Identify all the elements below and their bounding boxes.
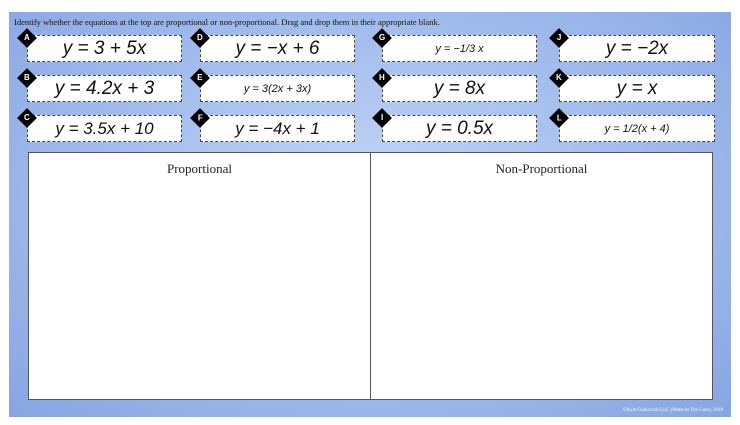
proportional-header: Proportional — [167, 161, 232, 176]
badge-h: H — [372, 68, 392, 88]
equation-k: y = x — [616, 77, 658, 99]
badge-a: A — [17, 28, 37, 48]
badge-e: E — [190, 68, 210, 88]
sorting-table — [28, 152, 713, 400]
equation-card-d[interactable] — [197, 33, 355, 62]
badge-f: F — [190, 108, 210, 128]
equation-h: y = 8x — [433, 77, 486, 99]
non-proportional-header: Non-Proportional — [495, 161, 588, 176]
badge-c: C — [17, 108, 37, 128]
badge-b: B — [17, 68, 37, 88]
equation-card-i[interactable] — [380, 112, 537, 142]
equation-card-j[interactable] — [556, 32, 715, 62]
equation-card-c[interactable] — [24, 113, 182, 142]
copyright-credit: ©Kyle Gurkovich LLC (Math At The Core), 2018 — [622, 408, 723, 413]
equation-card-f[interactable] — [197, 112, 355, 142]
equation-card-l[interactable] — [556, 112, 715, 142]
equation-c: y = 3.5x + 10 — [55, 118, 154, 138]
equation-card-b[interactable] — [24, 73, 182, 102]
equation-i: y = 0.5x — [425, 117, 494, 139]
equation-a: y = 3 + 5x — [62, 37, 147, 59]
equation-e: y = 3(2x + 3x) — [243, 82, 312, 95]
equation-f: y = −4x + 1 — [235, 118, 320, 138]
equation-card-k[interactable] — [556, 73, 715, 102]
equation-d: y = −x + 6 — [235, 37, 320, 59]
badge-l: L — [549, 108, 569, 128]
equation-j: y = −2x — [605, 37, 669, 59]
worksheet-slide — [9, 12, 731, 417]
badge-i: I — [372, 108, 392, 128]
proportional-drop-zone[interactable] — [29, 153, 370, 399]
equation-card-a[interactable] — [24, 33, 182, 62]
instructions-text: Identify whether the equations at the top are proportional or non-proportional. Drag and drop them in their appropriate blank. — [14, 17, 440, 27]
equation-b: y = 4.2x + 3 — [54, 77, 155, 99]
equation-card-h[interactable] — [379, 73, 537, 102]
badge-j: J — [549, 28, 569, 48]
equation-g: y = −1/3 x — [435, 42, 484, 55]
equation-l: y = 1/2(x + 4) — [604, 122, 670, 135]
non-proportional-drop-zone[interactable] — [370, 153, 712, 399]
equation-card-g[interactable] — [378, 32, 537, 62]
equation-card-e[interactable] — [197, 73, 355, 102]
badge-g: G — [372, 28, 392, 48]
badge-d: D — [190, 28, 210, 48]
badge-k: K — [549, 68, 569, 88]
